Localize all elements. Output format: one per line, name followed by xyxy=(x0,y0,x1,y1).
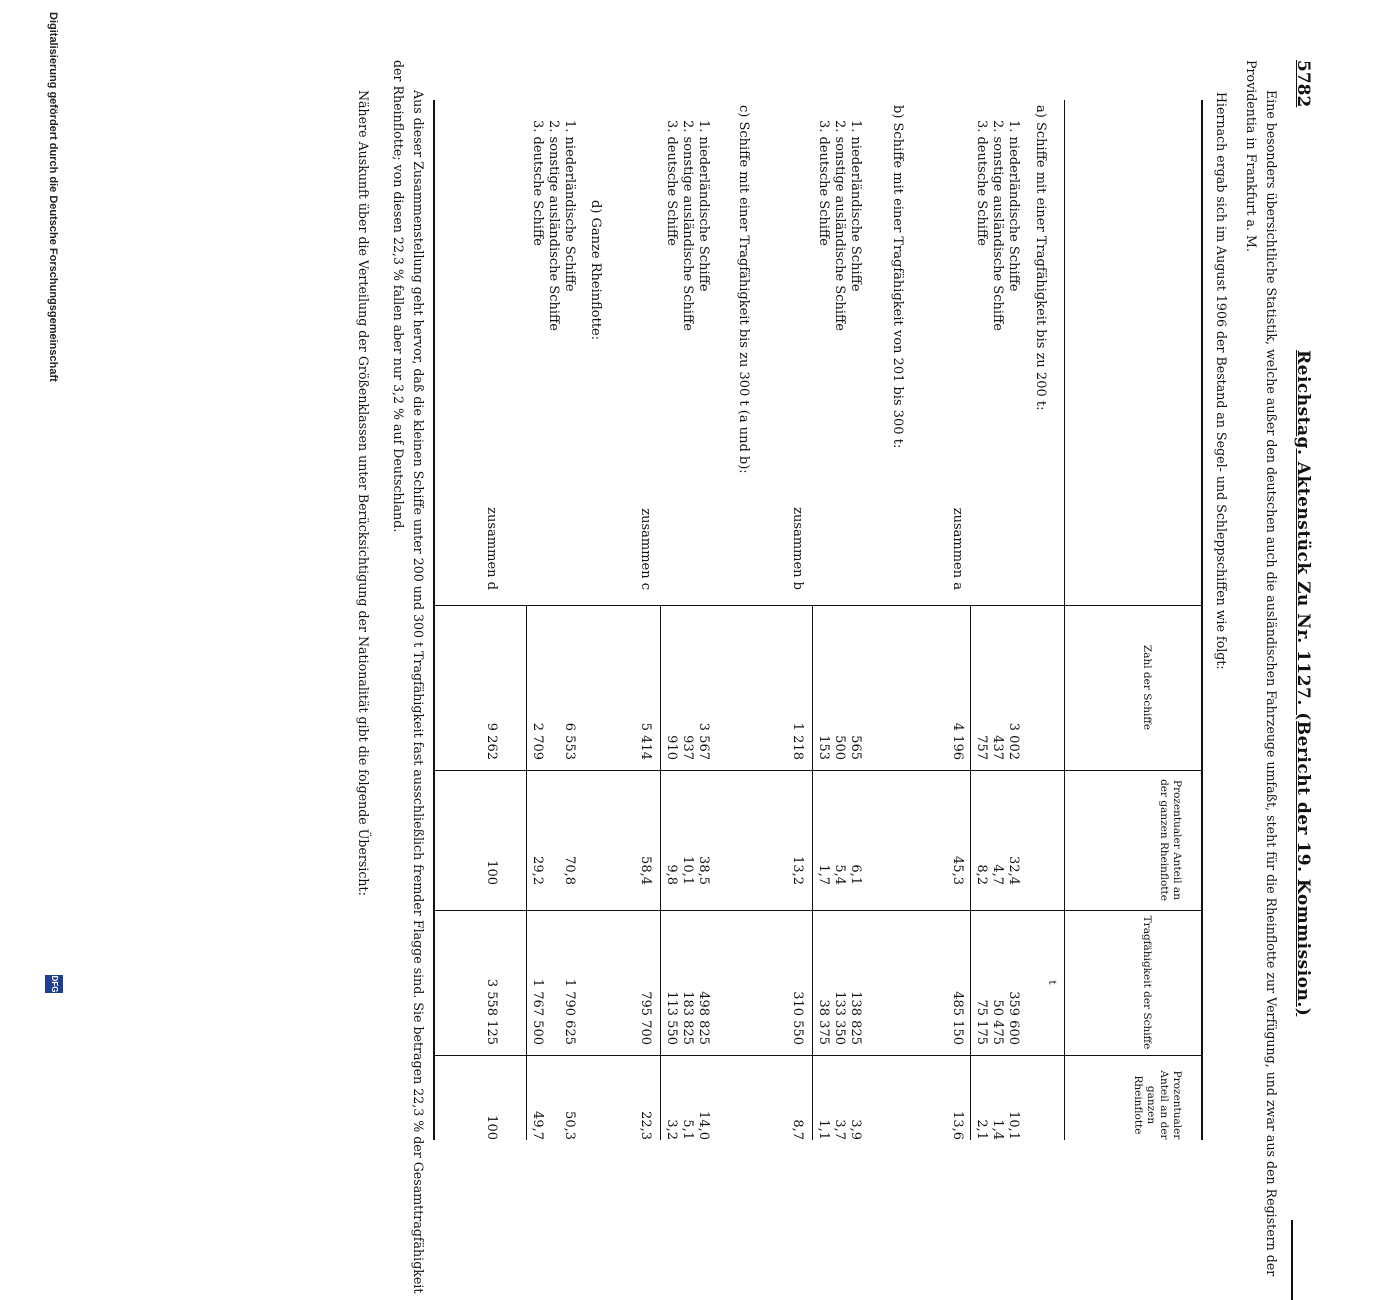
section-b-heading: b) Schiffe mit einer Tragfähigkeit von 201 bis 300 t: xyxy=(890,105,905,449)
page-title: Reichstag. Aktenstück Zu Nr. 1127. (Bericht der 19. Kommission.) xyxy=(1293,350,1313,1017)
table-total-cell: 22,3 xyxy=(638,1111,653,1140)
table-cell: 1 767 500 xyxy=(530,978,545,1045)
col-divider xyxy=(435,910,1203,911)
table-cell: 1 790 625 xyxy=(562,978,577,1045)
table-cell: 3 567 xyxy=(696,722,711,760)
table-cell: 6 553 xyxy=(562,722,577,760)
table-total-cell: 13,2 xyxy=(790,856,805,885)
table-total-label: zusammen c xyxy=(638,508,653,590)
section-a-heading: a) Schiffe mit einer Tragfähigkeit bis zu 200 t: xyxy=(1033,105,1048,411)
table-total-cell: 4 196 xyxy=(950,722,965,760)
col-header-zahl: Zahl der Schiffe xyxy=(1141,644,1153,731)
table-cell: 153 xyxy=(816,735,831,760)
table-cell: 437 xyxy=(990,735,1005,760)
table-total-label: zusammen b xyxy=(790,507,805,590)
table-row-label: 1. niederländische Schiffe xyxy=(562,120,577,292)
table-cell: 1,4 xyxy=(990,1119,1005,1140)
table-cell: 183 825 xyxy=(680,991,695,1045)
digitization-footer xyxy=(33,0,73,1000)
col-header-trag: Tragfähigkeit der Schiffe xyxy=(1141,915,1153,1050)
dfg-logo xyxy=(45,975,63,993)
col-header-trag-anteil: Prozentualer Anteil an der ganzen Rheinflotte xyxy=(1132,1070,1183,1140)
table-total-cell: 45,3 xyxy=(950,856,965,885)
table-cell: 910 xyxy=(664,735,679,760)
table-total-cell: 3 558 125 xyxy=(484,978,499,1045)
table-cell: 10,1 xyxy=(680,856,695,885)
table-cell: 9,8 xyxy=(664,864,679,885)
section-c-heading: c) Schiffe mit einer Tragfähigkeit bis zu 300 t (a und b): xyxy=(736,105,751,474)
table-row-label: 1. niederländische Schiffe xyxy=(848,120,863,292)
col-unit-t: t xyxy=(1046,980,1058,985)
table-cell: 2 709 xyxy=(530,722,545,760)
dfg-logo-text: DFG xyxy=(50,975,59,993)
section-d-heading: d) Ganze Rheinflotte: xyxy=(588,200,603,341)
table-total-label: zusammen d xyxy=(484,507,499,590)
table-cell: 38 375 xyxy=(816,999,831,1045)
table-row-label: 2. sonstige ausländische Schiffe xyxy=(832,120,847,331)
table-row-label: 3. deutsche Schiffe xyxy=(816,120,831,246)
lead-paragraph: Hiernach ergab sich im August 1906 der Bestand an Segel- und Schleppschiffen wie folgt: xyxy=(1214,92,1229,670)
table-cell: 10,1 xyxy=(1006,1111,1021,1140)
table-row-label: 2. sonstige ausländische Schiffe xyxy=(680,120,695,331)
table-cell: 1,1 xyxy=(816,1119,831,1140)
table-row-label: 2. sonstige ausländische Schiffe xyxy=(990,120,1005,331)
table-cell: 8,2 xyxy=(974,864,989,885)
table-cell: 937 xyxy=(680,735,695,760)
table-cell: 3,9 xyxy=(848,1119,863,1140)
col-divider xyxy=(435,605,1203,606)
table-total-cell: 1 218 xyxy=(790,722,805,760)
table-cell: 757 xyxy=(974,735,989,760)
table-row-label: 3. deutsche Schiffe xyxy=(974,120,989,246)
table-cell: 500 xyxy=(832,735,847,760)
table-total-cell: 485 150 xyxy=(950,991,965,1045)
table-cell: 38,5 xyxy=(696,856,711,885)
table-cell: 29,2 xyxy=(530,856,545,885)
table-cell: 113 550 xyxy=(664,991,679,1045)
table-cell: 133 350 xyxy=(832,991,847,1045)
table-cell: 498 825 xyxy=(696,991,711,1045)
subtotal-rule xyxy=(970,605,971,1140)
col-divider xyxy=(435,770,1203,771)
intro-paragraph: Eine besonders übersichtliche Statistik, welche außer den deutschen auch die ausländischen Fahrzeuge umfaßt, steht für die Rheinflotte zur Verfügung, und zwar aus den Registern der Providentia in Frankfurt a. M. xyxy=(1244,60,1279,1277)
table-cell: 3,2 xyxy=(664,1119,679,1140)
table-cell: 1,7 xyxy=(816,864,831,885)
subtotal-rule xyxy=(812,605,813,1140)
table-row-label: 3. deutsche Schiffe xyxy=(664,120,679,246)
table-total-cell: 58,4 xyxy=(638,856,653,885)
table-cell: 6,1 xyxy=(848,864,863,885)
table-total-cell: 100 xyxy=(484,860,499,885)
header-rule xyxy=(1291,1220,1293,1300)
table-cell: 5,1 xyxy=(680,1119,695,1140)
table-total-cell: 795 700 xyxy=(638,991,653,1045)
col-header-zahl-anteil: Prozentualer Anteil an der ganzen Rheinflotte xyxy=(1158,779,1183,901)
table-cell: 75 175 xyxy=(974,999,989,1045)
note-paragraph-2: Nähere Auskunft über die Verteilung der Größenklassen unter Berücksichtigung der Nationalität gibt die folgende Übersicht: xyxy=(356,90,371,896)
subtotal-rule xyxy=(526,605,527,1140)
note-paragraph-1: Aus dieser Zusammenstellung geht hervor, daß die kleinen Schiffe unter 200 und 300 t Tragfähigkeit fast ausschließlich fremder Flagge sind. Sie betragen 22,3 % der Gesamttragfähigkeit der Rheinflotte; von diesen 22,3 % fallen aber nur 3,2 % auf Deutschland. xyxy=(391,60,426,1294)
table-row-label: 1. niederländische Schiffe xyxy=(696,120,711,292)
table-total-cell: 13,6 xyxy=(950,1111,965,1140)
table-cell: 50,3 xyxy=(562,1111,577,1140)
col-divider xyxy=(435,1055,1203,1056)
subtotal-rule xyxy=(660,605,661,1140)
table-header-rule xyxy=(1064,100,1065,1140)
table-row-label: 1. niederländische Schiffe xyxy=(1006,120,1021,292)
table-total-label: zusammen a xyxy=(950,507,965,590)
table-cell: 70,8 xyxy=(562,856,577,885)
table-cell: 2,1 xyxy=(974,1119,989,1140)
table-cell: 50 475 xyxy=(990,999,1005,1045)
table-total-cell: 8,7 xyxy=(790,1119,805,1140)
table-total-cell: 5 414 xyxy=(638,722,653,760)
table-bottom-rule xyxy=(433,100,435,1140)
table-row-label: 3. deutsche Schiffe xyxy=(530,120,545,246)
table-cell: 138 825 xyxy=(848,991,863,1045)
table-total-cell: 310 550 xyxy=(790,991,805,1045)
table-top-rule xyxy=(1201,100,1203,1140)
table-cell: 5,4 xyxy=(832,864,847,885)
table-cell: 32,4 xyxy=(1006,856,1021,885)
table-total-cell: 100 xyxy=(484,1115,499,1140)
table-cell: 14,0 xyxy=(696,1111,711,1140)
page-number: 5782 xyxy=(1293,60,1313,108)
table-cell: 3 002 xyxy=(1006,722,1021,760)
table-cell: 3,7 xyxy=(832,1119,847,1140)
table-total-cell: 9 262 xyxy=(484,722,499,760)
table-row-label: 2. sonstige ausländische Schiffe xyxy=(546,120,561,331)
page-header xyxy=(1283,60,1313,1300)
table-cell: 359 600 xyxy=(1006,991,1021,1045)
digitization-credit: Digitalisierung gefördert durch die Deutsche Forschungsgemeinschaft xyxy=(47,12,59,382)
table-cell: 49,7 xyxy=(530,1111,545,1140)
table-cell: 4,7 xyxy=(990,864,1005,885)
table-cell: 565 xyxy=(848,735,863,760)
